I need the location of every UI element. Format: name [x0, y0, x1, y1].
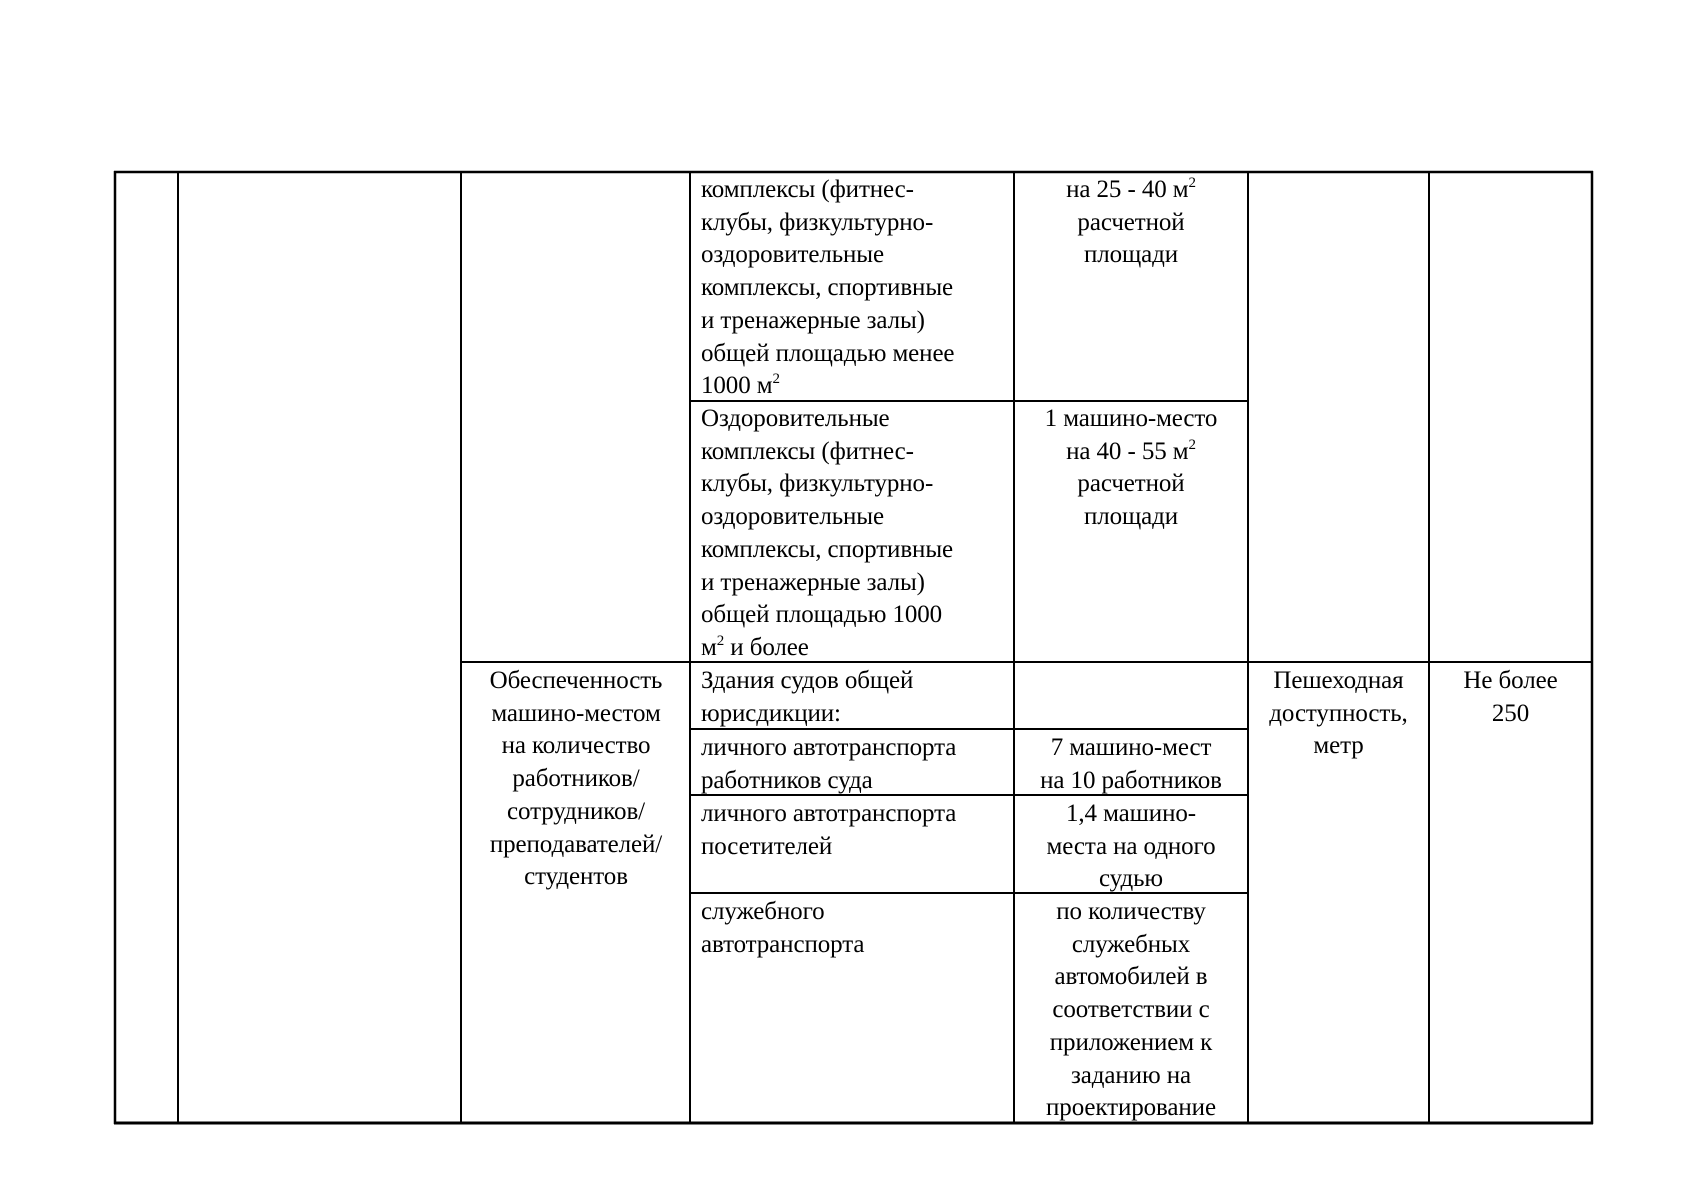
table-row-name: личного автотранспорта посетителей	[701, 800, 957, 860]
table-row-name: служебного автотранспорта	[701, 898, 865, 958]
table-row-norm: 7 машино-мест на 10 работников	[1040, 734, 1222, 794]
table-row-norm: по количеству служебных автомобилей в соответствии с приложением к заданию на проектирование	[1046, 898, 1216, 1122]
table-row-name: личного автотранспорта работников суда	[701, 734, 957, 794]
table-row-norm: 1,4 машино- места на одного судью	[1046, 800, 1216, 893]
courts-header: Здания судов общей юрисдикции:	[701, 667, 914, 727]
row-sports-large-norm: 1 машино-место на 40 - 55 $м^2$ расчетной площади	[1044, 405, 1218, 531]
row-sports-large-name: Оздоровительные комплексы (фитнес- клубы, физкультурно- оздоровительные комплексы, спортивные и тренажерные залы) общей площадью 1000 $м^2$ и более	[701, 405, 954, 661]
indicator-cell: Обеспеченность машино-местом на количество работников/ сотрудников/ преподавателей/ студентов	[489, 667, 663, 891]
limit-cell: Не более 250	[1463, 667, 1558, 727]
unit-cell: Пешеходная доступность, метр	[1269, 667, 1408, 760]
row-sports-small-name: комплексы (фитнес- клубы, физкультурно- оздоровительные комплексы, спортивные и тренажерные залы) общей площадью менее 1000 $м^2$	[701, 176, 955, 400]
row-sports-small-norm: на 25 - 40 $м^2$ расчетной площади	[1066, 175, 1196, 269]
